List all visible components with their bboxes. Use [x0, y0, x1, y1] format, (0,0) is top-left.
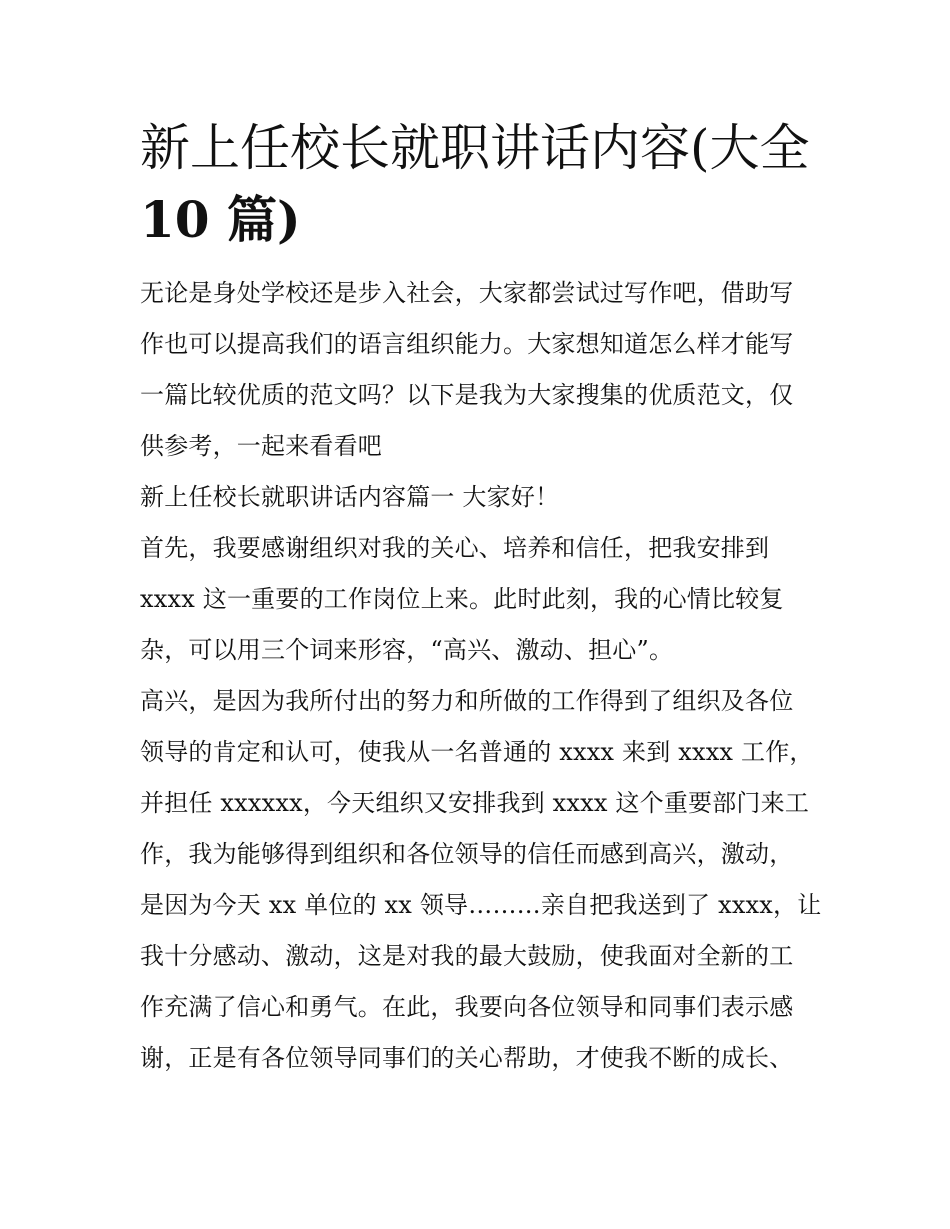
paragraph-line: 谢，正是有各位领导同事们的关心帮助，才使我不断的成长、 — [140, 1044, 794, 1072]
paragraph-intro — [140, 268, 812, 472]
section-heading-line: 新上任校长就职讲话内容篇一 大家好！ — [140, 483, 560, 511]
document-title — [140, 112, 812, 256]
paragraph-line: 我十分感动、激动，这是对我的最大鼓励，使我面对全新的工 — [140, 942, 794, 970]
paragraph-line: 领导的肯定和认可，使我从一名普通的 xxxx 来到 xxxx 工作， — [140, 738, 814, 766]
paragraph-line: 作也可以提高我们的语言组织能力。大家想知道怎么样才能写 — [140, 330, 794, 358]
paragraph-line: 供参考，一起来看看吧 — [140, 432, 382, 460]
paragraph-thanks — [140, 523, 812, 676]
paragraph-line: 作充满了信心和勇气。在此，我要向各位领导和同事们表示感 — [140, 993, 794, 1021]
paragraph-line: 并担任 xxxxxx，今天组织又安排我到 xxxx 这个重要部门来工 — [140, 789, 810, 817]
paragraph-line: 是因为今天 xx 单位的 xx 领导………亲自把我送到了 xxxx，让 — [140, 891, 822, 919]
paragraph-line: 作，我为能够得到组织和各位领导的信任而感到高兴，激动， — [140, 840, 794, 868]
title-line-1: 新上任校长就职讲话内容(大全 — [140, 119, 810, 177]
title-line-2 — [140, 184, 812, 256]
paragraph-happy — [140, 676, 822, 1084]
paragraph-line: 首先，我要感谢组织对我的关心、培养和信任，把我安排到 — [140, 534, 770, 562]
document-body — [140, 268, 822, 1084]
section-heading — [140, 472, 812, 523]
document-content — [140, 112, 822, 1084]
paragraph-line: 无论是身处学校还是步入社会，大家都尝试过写作吧，借助写 — [140, 279, 794, 307]
paragraph-line: xxxx 这一重要的工作岗位上来。此时此刻，我的心情比较复 — [140, 585, 784, 613]
paragraph-line: 高兴，是因为我所付出的努力和所做的工作得到了组织及各位 — [140, 687, 794, 715]
paragraph-line: 杂，可以用三个词来形容，“高兴、激动、担心”。 — [140, 636, 674, 664]
title-line-2-text: 10 篇) — [140, 190, 301, 249]
paragraph-line: 一篇比较优质的范文吗？以下是我为大家搜集的优质范文，仅 — [140, 381, 794, 409]
